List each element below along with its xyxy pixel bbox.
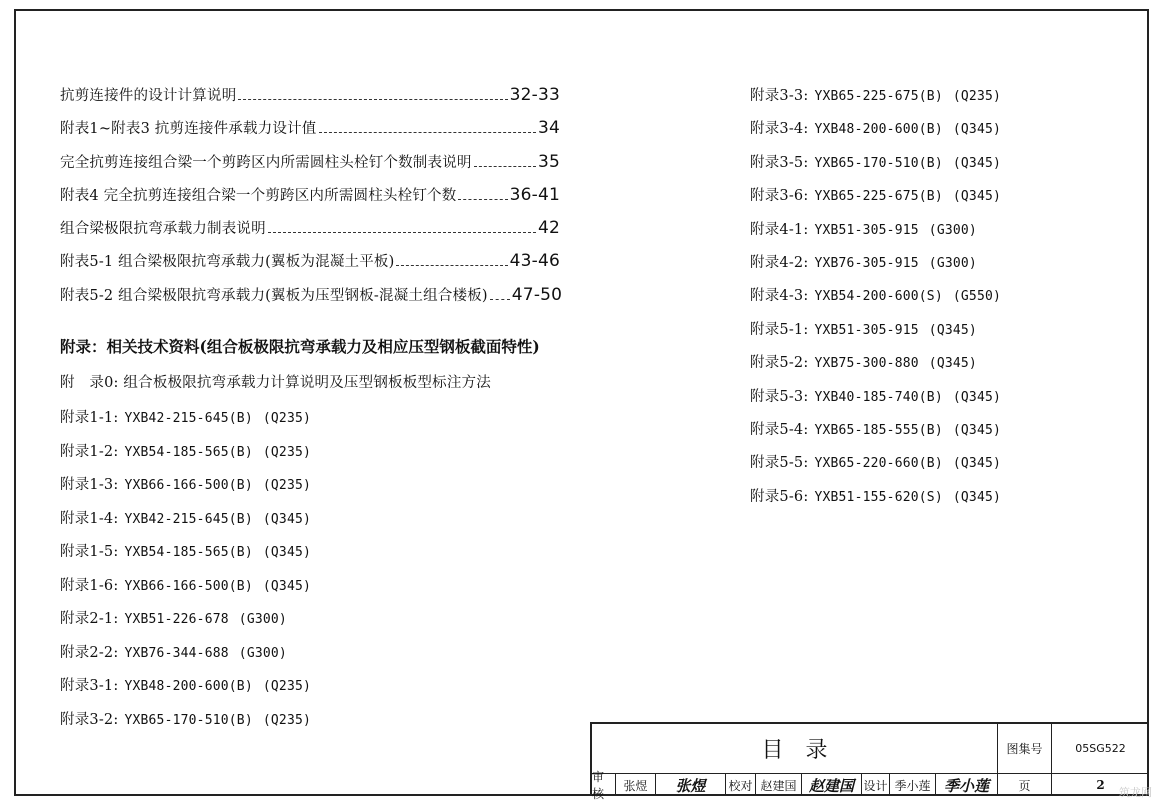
toc-title: 抗剪连接件的设计计算说明: [60, 88, 237, 104]
review-label: 审核: [592, 774, 616, 796]
deck-code: YXB48-200-600(B): [814, 122, 943, 138]
deck-code: YXB65-185-555(B): [814, 422, 943, 438]
list-item: [750, 485, 1110, 518]
appendix-label: 附录5-2:: [750, 355, 809, 372]
deck-code: YXB54-185-565(B): [124, 545, 253, 561]
steel-grade: (Q345): [262, 545, 312, 561]
steel-grade: (G300): [928, 255, 977, 271]
deck-code: YXB54-200-600(S): [814, 289, 943, 305]
list-item: [60, 440, 560, 474]
list-item: [60, 507, 560, 541]
right-column: [750, 84, 1110, 518]
steel-grade: (Q345): [262, 511, 312, 527]
toc-leader: [319, 122, 536, 133]
toc-title: 附表5-1 组合梁极限抗弯承载力(翼板为混凝土平板): [60, 254, 395, 271]
appendix-heading: 附录：相关技术资料(组合板极限抗弯承载力及相应压型钢板截面特性): [60, 337, 540, 357]
deck-code: YXB76-305-915: [814, 255, 919, 271]
design-label: 设计: [862, 774, 890, 796]
check-signature: 赵建国: [802, 774, 862, 796]
appendix-label: 附录1-1:: [60, 410, 119, 427]
toc-title: 附表4 完全抗剪连接组合梁一个剪跨区内所需圆柱头栓钉个数: [60, 187, 457, 204]
list-item: [60, 473, 560, 507]
list-item: [60, 574, 560, 608]
list-item: [60, 607, 560, 641]
steel-grade: (Q345): [952, 189, 1002, 205]
left-column: [60, 84, 563, 741]
appendix-label: 附录3-5:: [750, 154, 809, 171]
steel-grade: (Q235): [262, 411, 312, 427]
toc-title: 附表1~附表3 抗剪连接件承载力设计值: [60, 121, 317, 138]
atlas-number-value: 05SG522: [1052, 724, 1149, 774]
toc-page: 35: [537, 151, 560, 172]
toc-page: 32-33: [509, 85, 560, 105]
appendix-label: 附录3-2:: [60, 711, 119, 728]
steel-grade: (Q235): [262, 679, 312, 695]
appendix-label: 附录1-3:: [60, 477, 119, 494]
toc-leader: [396, 255, 507, 266]
toc-row: [60, 151, 560, 184]
steel-grade: (G550): [952, 289, 1002, 305]
steel-grade: (Q345): [952, 456, 1002, 472]
appendix-label: 附录1-2:: [60, 443, 119, 460]
appendix-label: 附录5-6:: [750, 488, 809, 505]
appendix-label: 附录3-6:: [750, 188, 809, 205]
steel-grade: (Q235): [262, 478, 312, 494]
list-item: [750, 117, 1110, 150]
steel-grade: (G300): [928, 222, 977, 238]
deck-code: YXB42-215-645(B): [124, 511, 253, 527]
appendix-label: 附录3-1:: [60, 678, 119, 695]
page-title: 目录: [592, 724, 998, 774]
toc-title: 完全抗剪连接组合梁一个剪跨区内所需圆柱头栓钉个数制表说明: [60, 154, 472, 171]
design-signature: 季小莲: [936, 774, 998, 796]
title-block: [590, 722, 1149, 801]
deck-code: YXB76-344-688: [124, 645, 229, 661]
toc-leader: [474, 155, 536, 166]
list-item: [750, 351, 1110, 384]
steel-grade: (Q345): [928, 356, 977, 372]
list-item: [750, 251, 1110, 284]
appendix-label: 附录5-5:: [750, 455, 809, 472]
deck-code: YXB65-170-510(B): [814, 155, 943, 171]
steel-grade: (Q235): [262, 444, 312, 460]
appendix-label: 附录1-4:: [60, 510, 119, 527]
check-name: 赵建国: [756, 774, 802, 796]
toc-leader: [238, 89, 507, 100]
list-item: [750, 184, 1110, 217]
appendix-label: 附录2-2:: [60, 644, 119, 661]
toc-row: [60, 117, 560, 150]
deck-code: YXB40-185-740(B): [814, 389, 943, 405]
steel-grade: (Q345): [952, 122, 1002, 138]
page-label: 页: [998, 774, 1052, 796]
list-item: [60, 406, 560, 440]
list-item: [750, 418, 1110, 451]
check-label: 校对: [726, 774, 756, 796]
deck-code: YXB65-220-660(B): [814, 456, 943, 472]
appendix-label: 附录5-1:: [750, 321, 809, 338]
toc-row: [60, 217, 560, 250]
appendix-label: 附录5-4:: [750, 421, 809, 438]
appendix-label: 附录4-2:: [750, 254, 809, 271]
appendix-label: 附录4-1:: [750, 221, 809, 238]
steel-grade: (Q345): [952, 422, 1002, 438]
list-item: [60, 708, 560, 742]
list-item: [750, 318, 1110, 351]
deck-code: YXB66-166-500(B): [124, 478, 253, 494]
toc-page: 36-41: [509, 184, 560, 205]
toc-row: [60, 184, 560, 217]
watermark: 筑龙网: [1119, 786, 1152, 799]
deck-code: YXB66-166-500(B): [124, 578, 253, 594]
appendix-intro: 附 录0: 组合板极限抗弯承载力计算说明及压型钢板板型标注方法: [60, 375, 491, 392]
page-number: 2: [1096, 778, 1105, 792]
steel-grade: (Q345): [952, 155, 1002, 171]
toc-page: 42: [537, 218, 560, 239]
appendix-label: 附录1-6:: [60, 577, 119, 594]
list-item: [750, 385, 1110, 418]
toc-page: 34: [537, 118, 560, 139]
deck-code: YXB51-305-915: [814, 322, 919, 338]
deck-code: YXB51-226-678: [124, 612, 229, 628]
toc-title: 组合梁极限抗弯承载力制表说明: [60, 221, 266, 238]
deck-code: YXB51-155-620(S): [814, 489, 943, 505]
list-item: [60, 674, 560, 708]
steel-grade: (Q235): [952, 89, 1002, 104]
list-item: [750, 451, 1110, 484]
steel-grade: (G300): [238, 645, 287, 661]
toc-leader: [490, 289, 510, 300]
steel-grade: (Q345): [928, 322, 977, 338]
list-item: [750, 284, 1110, 317]
steel-grade: (Q345): [952, 389, 1002, 405]
toc-row: [60, 250, 560, 283]
deck-code: YXB54-185-565(B): [124, 444, 253, 460]
deck-code: YXB75-300-880: [814, 356, 919, 372]
review-name: 张煜: [616, 774, 656, 796]
design-name: 季小莲: [890, 774, 936, 796]
appendix-label: 附录5-3:: [750, 388, 809, 405]
list-item: [750, 218, 1110, 251]
steel-grade: (Q345): [262, 578, 312, 594]
deck-code: YXB65-225-675(B): [814, 189, 943, 205]
toc-leader: [268, 222, 536, 233]
steel-grade: (Q345): [952, 489, 1002, 505]
list-item: [750, 151, 1110, 184]
appendix-label: 附录1-5:: [60, 544, 119, 561]
appendix-label: 附录3-3:: [750, 88, 809, 104]
list-item: [60, 540, 560, 574]
appendix-label: 附录4-3:: [750, 288, 809, 305]
deck-code: YXB65-170-510(B): [124, 712, 253, 728]
toc-title: 附表5-2 组合梁极限抗弯承载力(翼板为压型钢板-混凝土组合楼板): [60, 287, 488, 304]
steel-grade: (G300): [238, 612, 287, 628]
deck-code: YXB42-215-645(B): [124, 411, 253, 427]
deck-code: YXB48-200-600(B): [124, 679, 253, 695]
steel-grade: (Q235): [262, 712, 312, 728]
deck-code: YXB51-305-915: [814, 222, 919, 238]
list-item: [60, 641, 560, 675]
toc-page: 43-46: [509, 251, 560, 272]
toc-page: 47-50: [511, 284, 563, 305]
appendix-label: 附录2-1:: [60, 611, 119, 628]
deck-code: YXB65-225-675(B): [814, 89, 943, 104]
appendix-label: 附录3-4:: [750, 121, 809, 138]
atlas-number-label: 图集号: [998, 724, 1052, 774]
toc-leader: [458, 189, 507, 200]
toc-row: [60, 84, 560, 117]
list-item: [750, 84, 1110, 117]
toc-row: [60, 284, 563, 317]
review-signature: 张煜: [656, 774, 726, 796]
